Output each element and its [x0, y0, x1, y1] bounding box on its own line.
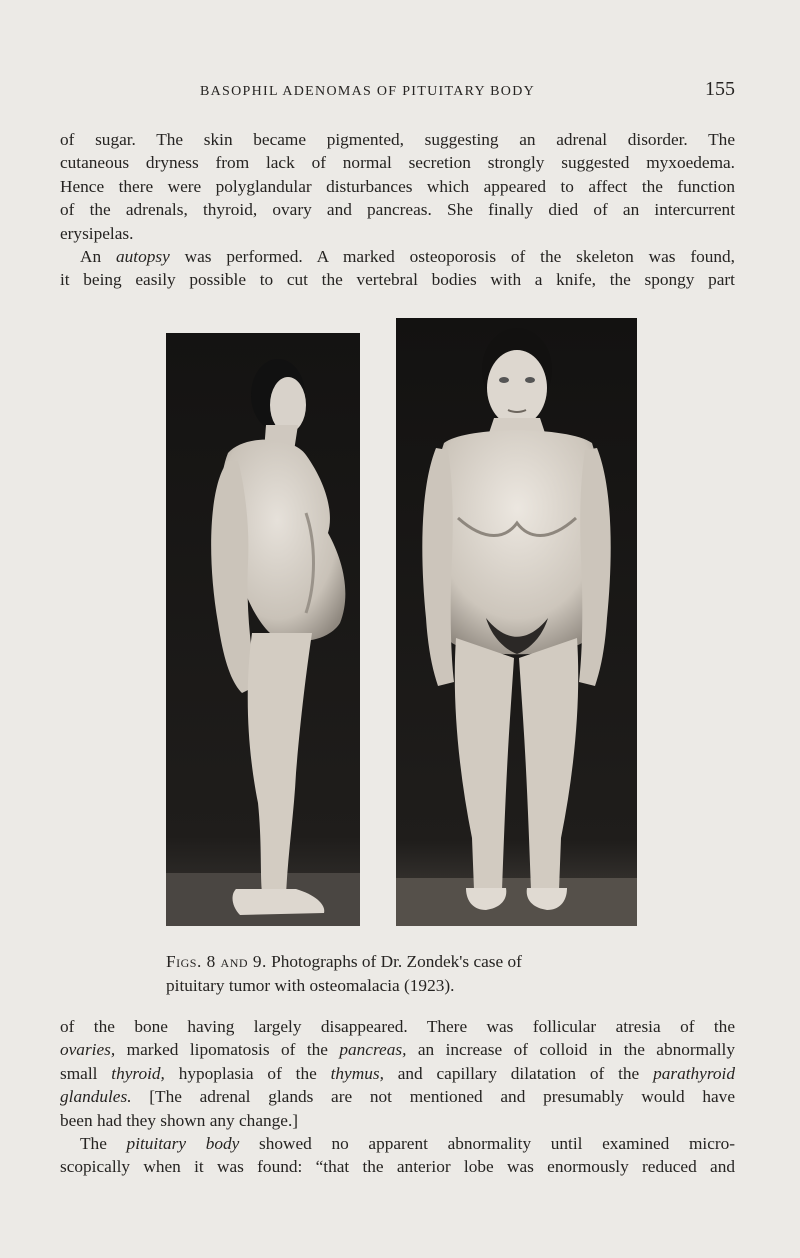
text-line: glandules. [The adrenal glands are not mentioned and presumably would have: [60, 1087, 735, 1107]
figure-8-photograph: [166, 333, 360, 926]
caption-line-2: pituitary tumor with osteomalacia (1923).: [166, 975, 455, 995]
text-line: cutaneous dryness from lack of normal secretion strongly suggested myxoedema.: [60, 153, 735, 173]
text-line: of sugar. The skin became pigmented, suggesting an adrenal disorder. The: [60, 130, 735, 149]
italic-term: autopsy: [116, 247, 170, 267]
text-line: erysipelas.: [60, 223, 134, 243]
text-line: of the adrenals, thyroid, ovary and pancreas. She finally died of an intercurrent: [60, 200, 735, 220]
text-line: ovaries, marked lipomatosis of the pancreas, an increase of colloid in the abnormally: [60, 1040, 735, 1060]
autopsy-line-2: it being easily possible to cut the vertebral bodies with a knife, the spongy part: [60, 270, 735, 290]
caption-line-1: Figs. 8 and 9. Photographs of Dr. Zondek's case of: [166, 952, 522, 971]
bottom-paragraph: [60, 1015, 735, 1179]
text-line: been had they shown any change.]: [60, 1110, 299, 1130]
figure-9-photograph: [396, 318, 637, 926]
figure-caption: [166, 950, 641, 997]
text-line: small thyroid, hypoplasia of the thymus, and capillary dilatation of the parathyroid: [60, 1063, 735, 1083]
text-line: Hence there were polyglandular disturbances which appeared to affect the function: [60, 176, 735, 196]
page-header: [60, 78, 735, 106]
text-line: scopically when it was found: “that the anterior lobe was enormously reduced and: [60, 1157, 735, 1177]
top-paragraph: [60, 128, 735, 292]
autopsy-line-1: An autopsy was performed. A marked osteoporosis of the skeleton was found,: [80, 247, 735, 267]
figure-label: Figs. 8 and 9.: [166, 952, 267, 971]
text-line: The pituitary body showed no apparent abnormality until examined micro-: [80, 1134, 736, 1154]
running-head: BASOPHIL ADENOMAS OF PITUITARY BODY: [200, 84, 536, 99]
text-line: of the bone having largely disappeared. There was follicular atresia of the: [60, 1017, 735, 1036]
page-number: 155: [705, 78, 735, 100]
